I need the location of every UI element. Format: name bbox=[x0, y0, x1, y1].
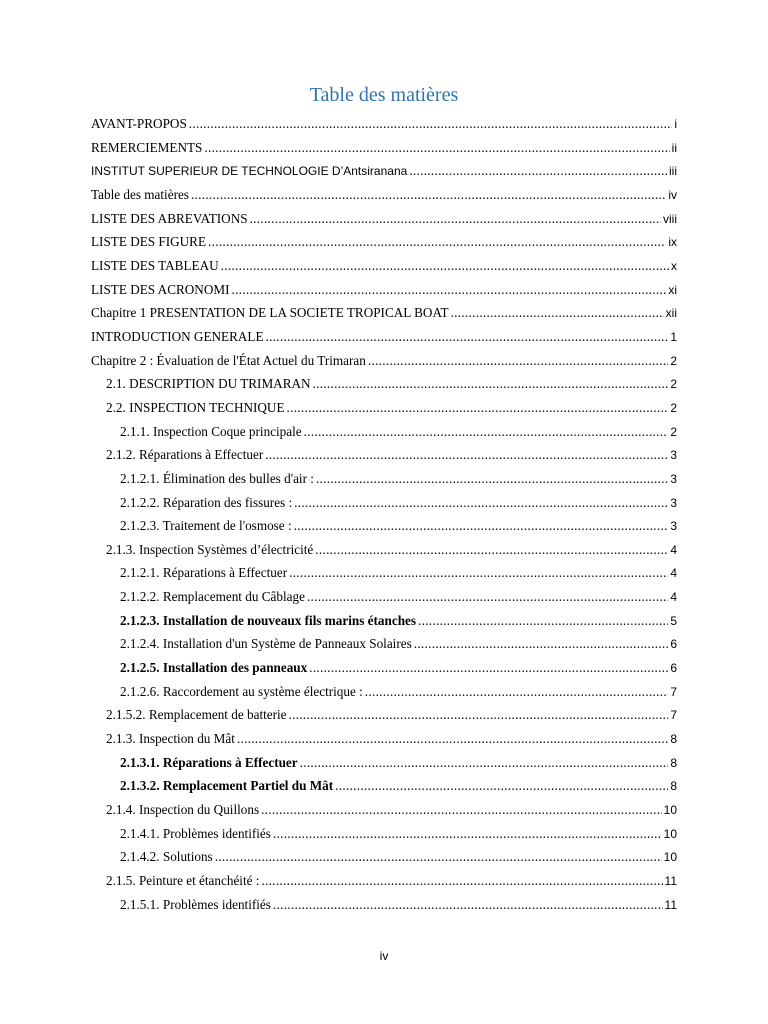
toc-entry-label: 2.1.2.6. Raccordement au système électrique : bbox=[120, 683, 363, 699]
toc-entry[interactable] bbox=[91, 897, 677, 921]
toc-entry-page: 10 bbox=[663, 850, 677, 865]
toc-entry-label: 2.1. DESCRIPTION DU TRIMARAN bbox=[106, 376, 311, 392]
toc-entry[interactable] bbox=[91, 447, 677, 471]
toc-entry-label: 2.1.5. Peinture et étanchéité : bbox=[106, 873, 260, 888]
toc-entry-page: 11 bbox=[664, 874, 677, 888]
toc-entry[interactable] bbox=[91, 802, 677, 826]
toc-entry[interactable] bbox=[91, 353, 677, 377]
toc-entry[interactable] bbox=[91, 518, 677, 542]
toc-entry[interactable] bbox=[91, 400, 677, 424]
toc-entry[interactable] bbox=[91, 211, 677, 235]
toc-entry-label: LISTE DES ACRONOMI bbox=[91, 281, 230, 297]
toc-entry-label: 2.1.5.1. Problèmes identifiés bbox=[120, 896, 271, 912]
toc-entry-label: 2.1.3. Inspection du Mât bbox=[106, 731, 235, 747]
toc-entry-label: 2.1.4.1. Problèmes identifiés bbox=[120, 825, 271, 841]
toc-entry[interactable] bbox=[91, 778, 677, 802]
toc-dot-leader bbox=[189, 116, 673, 132]
toc-entry[interactable] bbox=[91, 542, 677, 566]
toc-entry-page: 5 bbox=[670, 613, 677, 628]
toc-entry-page: 3 bbox=[670, 471, 677, 486]
toc-entry-label: 2.1.4. Inspection du Quillons bbox=[106, 802, 260, 818]
toc-entry-page: 3 bbox=[670, 519, 677, 534]
toc-entry-label: LISTE DES ABREVATIONS bbox=[91, 210, 248, 226]
toc-entry-page: 8 bbox=[670, 779, 677, 794]
toc-entry-label: INSTITUT SUPERIEUR DE TECHNOLOGIE D’Antsiranana bbox=[91, 164, 408, 179]
toc-entry[interactable] bbox=[91, 589, 677, 613]
toc-entry-label: Chapitre 1 PRESENTATION DE LA SOCIETE TROPICAL BOAT bbox=[91, 305, 449, 321]
toc-dot-leader bbox=[335, 778, 668, 794]
toc-dot-leader bbox=[316, 471, 668, 487]
toc-dot-leader bbox=[294, 495, 668, 511]
toc-entry[interactable] bbox=[91, 826, 677, 850]
toc-dot-leader bbox=[315, 542, 668, 558]
toc-dot-leader bbox=[365, 684, 669, 700]
toc-entry-label: AVANT-PROPOS bbox=[91, 116, 187, 131]
toc-dot-leader bbox=[307, 589, 668, 605]
toc-entry-label: 2.1.1. Inspection Coque principale bbox=[120, 423, 302, 439]
toc-dot-leader bbox=[266, 329, 669, 345]
toc-entry[interactable] bbox=[91, 234, 677, 258]
toc-dot-leader bbox=[261, 802, 662, 818]
toc-entry[interactable] bbox=[91, 684, 677, 708]
toc-dot-leader bbox=[215, 849, 662, 865]
toc-dot-leader bbox=[418, 613, 668, 629]
toc-dot-leader bbox=[261, 873, 662, 889]
toc-entry-page: 4 bbox=[670, 566, 677, 581]
toc-dot-leader bbox=[204, 140, 669, 156]
toc-entry-page: x bbox=[671, 258, 677, 273]
toc-entry[interactable] bbox=[91, 613, 677, 637]
toc-entry-page: xi bbox=[668, 282, 677, 297]
toc-entry[interactable] bbox=[91, 329, 677, 353]
toc-dot-leader bbox=[208, 234, 666, 250]
toc-entry-label: 2.1.4.2. Solutions bbox=[120, 849, 213, 865]
toc-entry[interactable] bbox=[91, 471, 677, 495]
toc-entry-page: i bbox=[674, 117, 677, 131]
toc-dot-leader bbox=[294, 518, 669, 534]
toc-entry-page: 7 bbox=[670, 708, 677, 723]
toc-entry[interactable] bbox=[91, 565, 677, 589]
toc-entry-label: 2.1.2.3. Traitement de l'osmose : bbox=[120, 518, 292, 534]
table-of-contents bbox=[91, 116, 677, 920]
toc-entry-page: xii bbox=[665, 306, 677, 321]
toc-entry[interactable] bbox=[91, 282, 677, 306]
toc-entry-label: 2.1.2.2. Remplacement du Câblage bbox=[120, 589, 305, 605]
toc-entry[interactable] bbox=[91, 755, 677, 779]
toc-dot-leader bbox=[289, 707, 669, 723]
toc-entry-page: 4 bbox=[670, 542, 677, 557]
toc-entry-page: ii bbox=[671, 140, 677, 155]
toc-dot-leader bbox=[265, 447, 668, 463]
toc-entry-label: Table des matières bbox=[91, 186, 189, 202]
toc-entry[interactable] bbox=[91, 873, 677, 897]
toc-dot-leader bbox=[237, 731, 668, 747]
toc-entry-page: 10 bbox=[663, 803, 677, 818]
toc-dot-leader bbox=[304, 424, 669, 440]
toc-entry-page: 6 bbox=[670, 637, 677, 652]
toc-entry-label: 2.1.3. Inspection Systèmes d’électricité bbox=[106, 541, 314, 557]
toc-entry-page: 2 bbox=[670, 353, 677, 368]
page-title: Table des matières bbox=[309, 84, 459, 106]
toc-dot-leader bbox=[451, 305, 664, 321]
toc-dot-leader bbox=[368, 353, 668, 369]
toc-dot-leader bbox=[273, 897, 663, 913]
toc-entry[interactable] bbox=[91, 707, 677, 731]
toc-entry[interactable] bbox=[91, 116, 677, 140]
page-number: iv bbox=[379, 949, 389, 963]
toc-entry-label: LISTE DES FIGURE bbox=[91, 234, 207, 250]
toc-entry-label: 2.1.3.1. Réparations à Effectuer bbox=[120, 754, 298, 770]
toc-entry-page: 7 bbox=[670, 684, 677, 699]
toc-entry-label: 2.1.2.2. Réparation des fissures : bbox=[120, 494, 293, 510]
toc-entry-page: 11 bbox=[664, 897, 677, 912]
toc-entry-page: 8 bbox=[670, 755, 677, 770]
toc-entry-page: iv bbox=[668, 187, 677, 202]
toc-entry[interactable] bbox=[91, 424, 677, 448]
toc-dot-leader bbox=[191, 187, 666, 203]
toc-entry[interactable] bbox=[91, 258, 677, 282]
toc-entry-page: viii bbox=[663, 211, 677, 226]
toc-entry[interactable] bbox=[91, 187, 677, 211]
toc-entry-label: LISTE DES TABLEAU bbox=[91, 257, 219, 273]
toc-entry[interactable] bbox=[91, 140, 677, 164]
toc-dot-leader bbox=[221, 258, 669, 274]
toc-entry[interactable] bbox=[91, 376, 677, 400]
toc-dot-leader bbox=[309, 660, 668, 676]
toc-entry-label: 2.1.2. Réparations à Effectuer bbox=[106, 447, 264, 463]
toc-entry-page: 2 bbox=[670, 424, 677, 439]
toc-entry-page: 1 bbox=[670, 329, 677, 344]
toc-entry[interactable] bbox=[91, 636, 677, 660]
toc-entry[interactable] bbox=[91, 660, 677, 684]
toc-entry-page: iii bbox=[669, 164, 677, 179]
toc-entry-page: 6 bbox=[670, 661, 677, 676]
toc-entry-label: INTRODUCTION GENERALE bbox=[91, 328, 264, 344]
toc-entry-label: 2.1.2.5. Installation des panneaux bbox=[120, 660, 308, 676]
toc-entry-label: 2.1.3.2. Remplacement Partiel du Mât bbox=[120, 778, 334, 794]
toc-entry-page: 3 bbox=[670, 448, 677, 463]
toc-entry-page: ix bbox=[668, 235, 677, 250]
toc-entry-label: 2.1.5.2. Remplacement de batterie bbox=[106, 707, 287, 723]
toc-entry-label: Chapitre 2 : Évaluation de l'État Actuel du Trimaran bbox=[91, 352, 366, 368]
toc-entry-label: 2.1.2.3. Installation de nouveaux fils marins étanches bbox=[120, 612, 417, 628]
toc-entry-page: 2 bbox=[670, 377, 677, 392]
toc-dot-leader bbox=[250, 211, 661, 227]
toc-entry-page: 8 bbox=[670, 732, 677, 747]
toc-entry[interactable] bbox=[91, 731, 677, 755]
toc-entry-label: 2.1.2.4. Installation d'un Système de Panneaux Solaires bbox=[120, 636, 412, 652]
toc-entry-page: 4 bbox=[670, 590, 677, 605]
toc-dot-leader bbox=[414, 636, 669, 652]
toc-dot-leader bbox=[300, 755, 669, 771]
toc-dot-leader bbox=[289, 565, 668, 581]
toc-entry-label: 2.1.2.1. Élimination des bulles d'air : bbox=[120, 470, 314, 486]
toc-dot-leader bbox=[313, 376, 669, 392]
toc-dot-leader bbox=[409, 163, 667, 179]
toc-entry[interactable] bbox=[91, 495, 677, 519]
toc-entry-label: 2.2. INSPECTION TECHNIQUE bbox=[106, 399, 285, 415]
toc-entry[interactable] bbox=[91, 305, 677, 329]
toc-dot-leader bbox=[287, 400, 669, 416]
toc-entry-page: 3 bbox=[670, 495, 677, 510]
toc-entry-page: 10 bbox=[663, 826, 677, 841]
toc-entry[interactable] bbox=[91, 849, 677, 873]
toc-dot-leader bbox=[273, 826, 662, 842]
toc-entry-label: 2.1.2.1. Réparations à Effectuer bbox=[120, 565, 288, 581]
toc-entry-label: REMERCIEMENTS bbox=[91, 139, 203, 155]
toc-entry[interactable] bbox=[91, 163, 677, 187]
toc-entry-page: 2 bbox=[670, 400, 677, 415]
toc-dot-leader bbox=[231, 282, 666, 298]
